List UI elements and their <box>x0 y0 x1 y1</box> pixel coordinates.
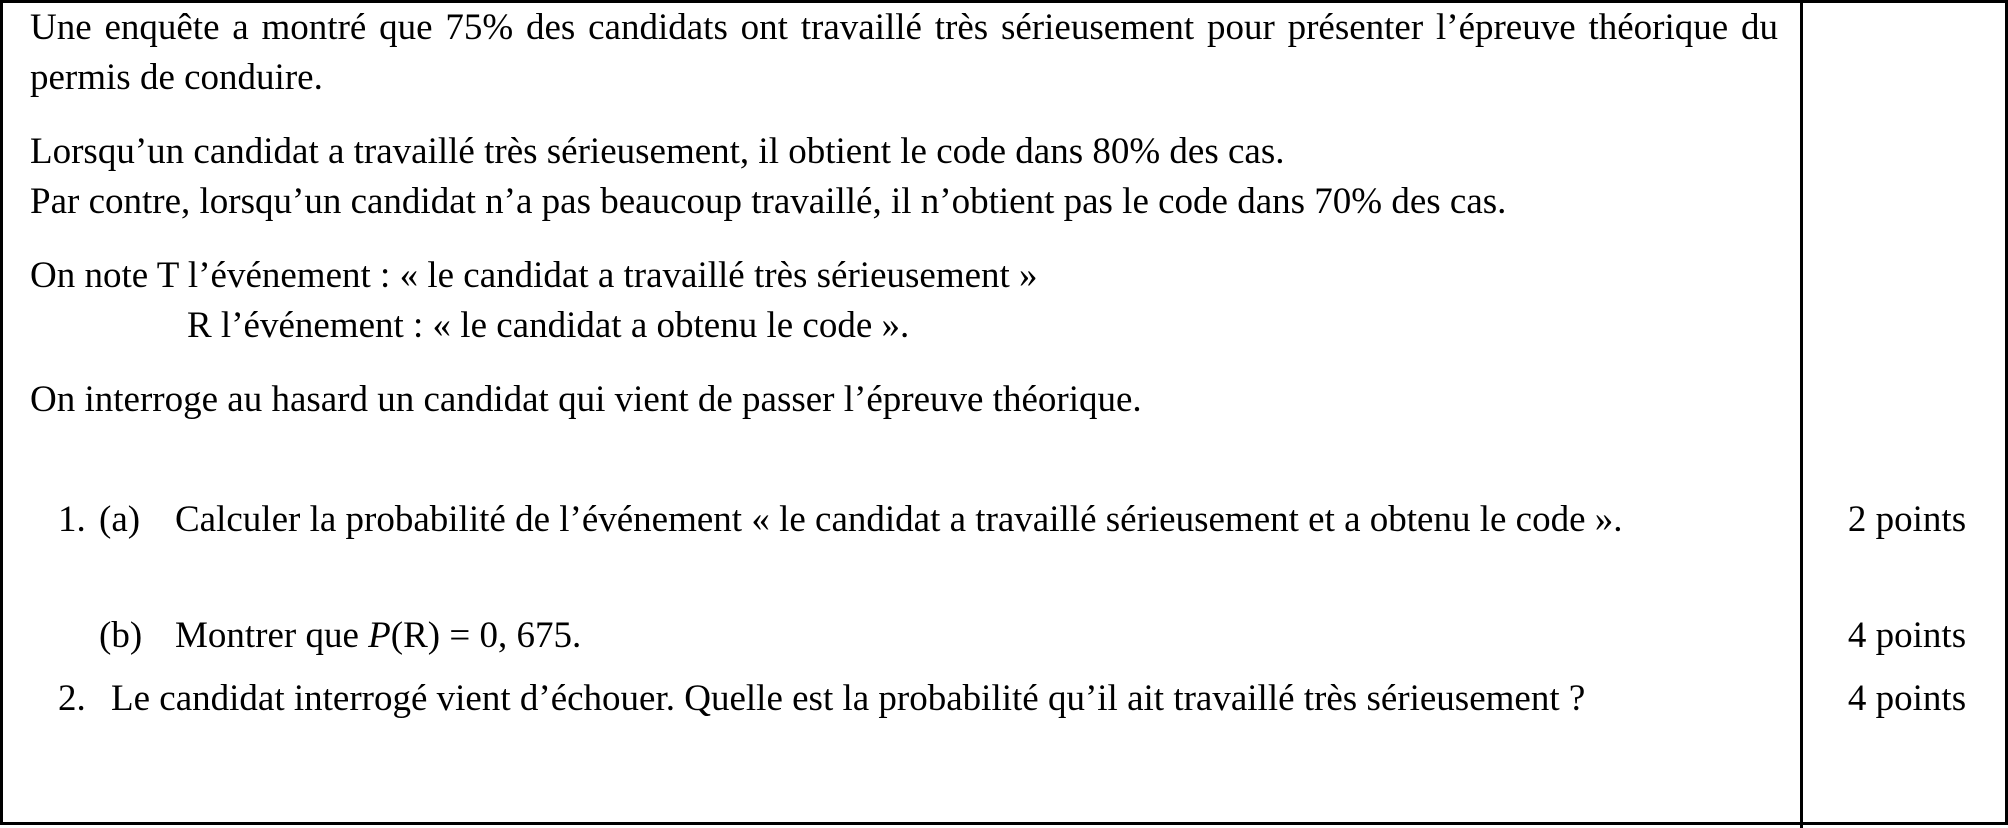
question-1b-suffix: (R) = 0, 675. <box>390 615 582 656</box>
intro-paragraph-2-line-1: Lorsqu’un candidat a travaillé très sérieusement, il obtient le code dans 80% des cas. <box>30 131 1285 172</box>
event-definition-R: R l’événement : « le candidat a obtenu le code ». <box>187 305 910 346</box>
question-2-text: Le candidat interrogé vient d’échouer. Quelle est la probabilité qu’il ait travaillé très sérieusement ? <box>111 678 1586 719</box>
question-2-number: 2. <box>58 678 86 719</box>
event-definition-T: On note T l’événement : « le candidat a travaillé très sérieusement » <box>30 255 1038 296</box>
question-1a-text: Calculer la probabilité de l’événement « le candidat a travaillé sérieusement et a obtenu le code ». <box>175 499 1623 540</box>
question-1b-math-P: P <box>368 615 391 656</box>
exercise-text <box>30 3 1778 425</box>
intro-paragraph-1: Une enquête a montré que 75% des candidats ont travaillé très sérieusement pour présenter l’épreuve théorique du permis de conduire. <box>30 7 1778 98</box>
question-2-points: 4 points <box>1847 678 1967 719</box>
question-1b-text <box>175 611 1778 661</box>
intro-paragraph-2-line-2: Par contre, lorsqu’un candidat n’a pas beaucoup travaillé, il n’obtient pas le code dans 70% des cas. <box>30 181 1507 222</box>
question-1b-label: (b) <box>99 615 143 656</box>
question-1b-prefix: Montrer que <box>175 615 369 656</box>
question-1-number: 1. <box>58 499 86 540</box>
question-1a-points: 2 points <box>1847 499 1967 540</box>
intro-paragraph-4: On interroge au hasard un candidat qui vient de passer l’épreuve théorique. <box>30 379 1142 420</box>
question-1a-label: (a) <box>99 499 141 540</box>
question-1b-points: 4 points <box>1847 615 1967 656</box>
